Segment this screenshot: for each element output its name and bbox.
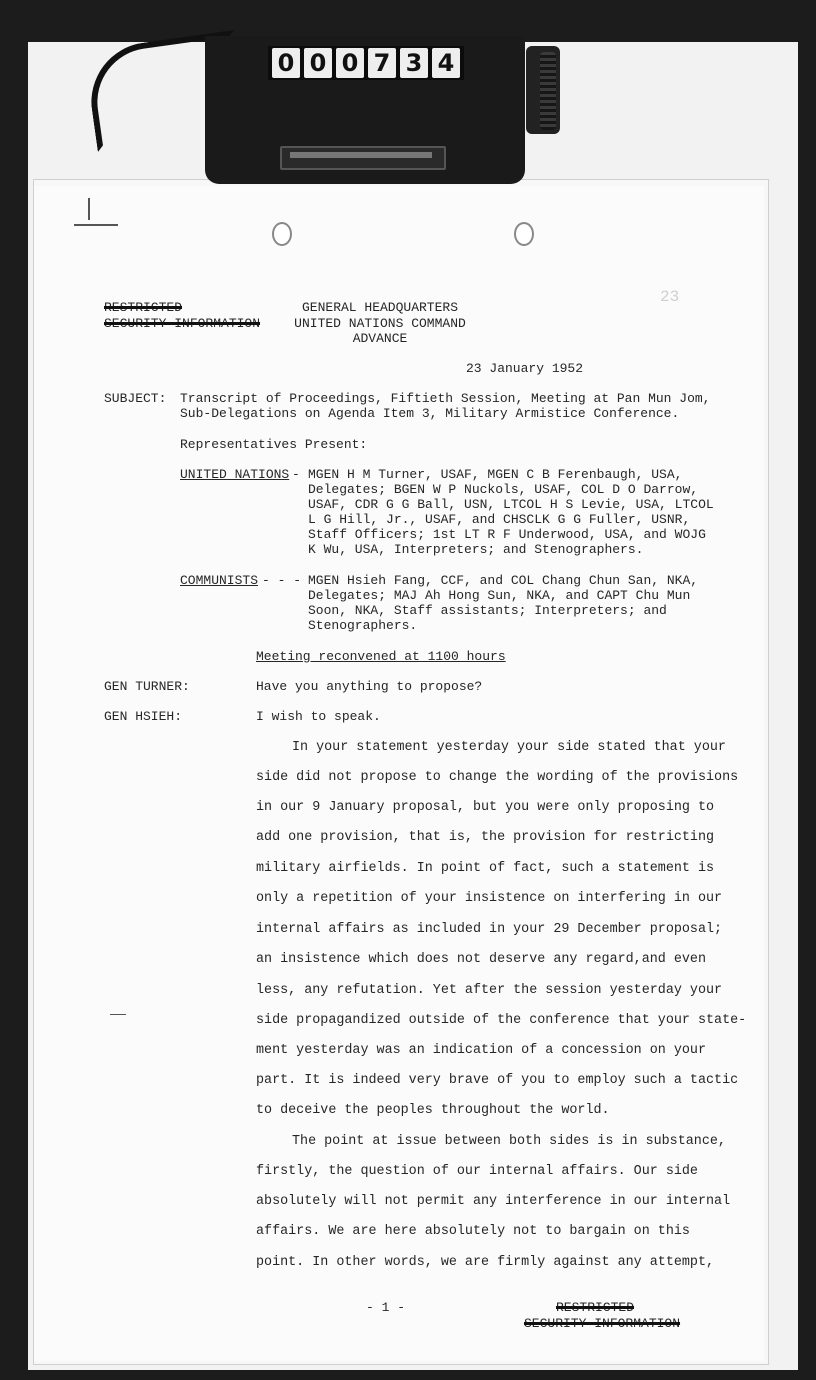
stray-mark [110,1014,126,1015]
stray-mark [88,198,90,220]
counter-digit: 4 [432,48,460,78]
body-line: firstly, the question of our internal affairs. Our side [256,1164,698,1179]
body-line: less, any refutation. Yet after the session yesterday your [256,983,723,998]
punch-hole [514,222,534,246]
un-line: Delegates; BGEN W P Nuckols, USAF, COL D O Darrow, [308,482,699,497]
counter-plate [280,146,446,170]
body-line: an insistence which does not deserve any regard,and even [256,952,706,967]
stray-mark [74,224,118,226]
body-line: ment yesterday was an indication of a concession on your [256,1043,706,1058]
counter-plate-slot [290,152,432,158]
body-line: military airfields. In point of fact, such a statement is [256,861,715,876]
body-line: to deceive the peoples throughout the world. [256,1103,610,1118]
communists-line: Soon, NKA, Staff assistants; Interpreters; and [308,603,667,618]
un-dash: - [292,467,300,482]
body-line: only a repetition of your insistence on interfering in our [256,891,723,906]
body-line: point. In other words, we are firmly against any attempt, [256,1255,715,1270]
header-line-3: ADVANCE [352,331,408,346]
body-line: side propagandized outside of the conference that your state- [256,1013,747,1028]
counter-display [268,46,464,80]
page-number: - 1 - [366,1300,406,1315]
un-line: Staff Officers; 1st LT R F Underwood, USA, and WOJG [308,527,706,542]
communists-label: COMMUNISTS [180,573,259,588]
body-line: absolutely will not permit any interference in our internal [256,1194,731,1209]
communists-line: MGEN Hsieh Fang, CCF, and COL Chang Chun San, NKA, [308,573,699,588]
counter-digit: 3 [400,48,428,78]
classification-security: SECURITY INFORMATION [104,316,261,331]
un-line: MGEN H M Turner, USAF, MGEN C B Ferenbaugh, USA, [308,467,683,482]
un-line: USAF, CDR G G Ball, USN, LTCOL H S Levie, USA, LTCOL [308,497,714,512]
speaker-name: GEN TURNER: [104,679,190,694]
body-line: internal affairs as included in your 29 December proposal; [256,922,723,937]
counter-digit: 0 [304,48,332,78]
classification-security: SECURITY INFORMATION [524,1316,681,1331]
communists-line: Stenographers. [308,618,418,633]
body-line: affairs. We are here absolutely not to bargain on this [256,1224,690,1239]
header-line-1: GENERAL HEADQUARTERS [301,300,459,315]
counter-digit: 0 [336,48,364,78]
counter-knob-grip [540,52,556,130]
body-line: The point at issue between both sides is in substance, [292,1134,726,1149]
counter-digit: 7 [368,48,396,78]
punch-hole [272,222,292,246]
speaker-text: I wish to speak. [256,709,381,724]
page-mark: 23 [660,288,680,306]
header-line-2: UNITED NATIONS COMMAND [294,316,466,331]
body-line: add one provision, that is, the provision for restricting [256,830,715,845]
classification-restricted: RESTRICTED [104,300,183,315]
un-line: K Wu, USA, Interpreters; and Stenographers. [308,542,644,557]
meeting-heading: Meeting reconvened at 1100 hours [256,649,506,664]
communists-line: Delegates; MAJ Ah Hong Sun, NKA, and CAPT Chu Mun [308,588,691,603]
representatives-label: Representatives Present: [180,437,368,452]
body-line: In your statement yesterday your side stated that your [292,740,726,755]
speaker-name: GEN HSIEH: [104,709,183,724]
classification-restricted: RESTRICTED [556,1300,635,1315]
speaker-text: Have you anything to propose? [256,679,483,694]
body-line: part. It is indeed very brave of you to employ such a tactic [256,1073,739,1088]
un-label: UNITED NATIONS [180,467,290,482]
communists-dash: - - - [262,573,302,588]
counter-digit: 0 [272,48,300,78]
subject-line: Sub-Delegations on Agenda Item 3, Military Armistice Conference. [180,406,680,421]
body-line: side did not propose to change the wording of the provisions [256,770,739,785]
body-line: in our 9 January proposal, but you were only proposing to [256,800,715,815]
subject-line: Transcript of Proceedings, Fiftieth Session, Meeting at Pan Mun Jom, [180,391,711,406]
un-line: L G Hill, Jr., USAF, and CHSCLK G G Fuller, USNR, [308,512,691,527]
subject-label: SUBJECT: [104,391,167,406]
document-date: 23 January 1952 [466,361,584,376]
